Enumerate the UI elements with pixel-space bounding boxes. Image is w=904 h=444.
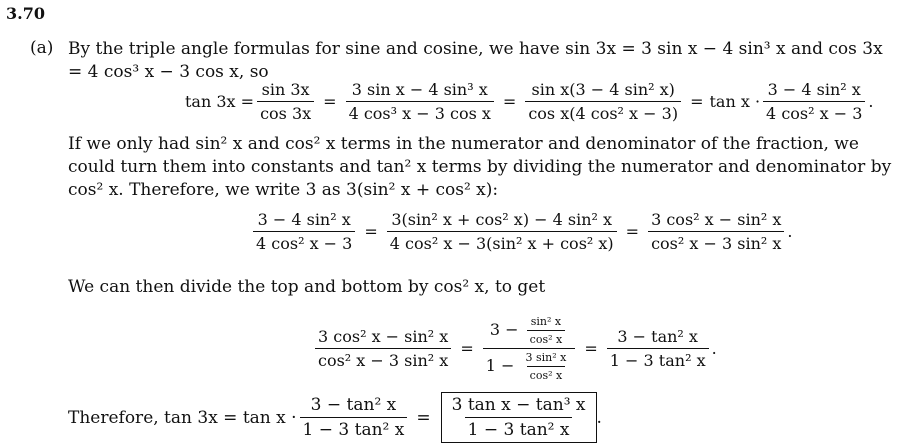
period: .	[596, 407, 602, 428]
eq2-fraction-3	[648, 210, 784, 253]
final-f1-numerator: 3 − tan² x	[310, 395, 397, 415]
eq3-fraction-2	[483, 315, 576, 382]
eq1-fraction-3	[525, 80, 681, 123]
eq3-f2-den-inner	[523, 351, 570, 382]
period: .	[787, 222, 793, 241]
part-label: (a)	[30, 38, 54, 58]
period: .	[868, 92, 874, 111]
eq1-lhs: tan 3x =	[185, 92, 255, 111]
equals-sign: =	[502, 92, 517, 111]
eq1-fraction-2	[346, 80, 494, 123]
eq2-fraction-1	[253, 210, 355, 253]
eq3-f2-num-inner-denominator: cos² x	[527, 330, 566, 346]
equation-tan3x	[185, 80, 874, 123]
eq3-f2-num-inner-numerator: sin² x	[530, 315, 562, 328]
eq3-f1-denominator: cos² x − 3 sin² x	[315, 348, 451, 370]
eq2-f3-numerator: 3 cos² x − sin² x	[651, 210, 782, 229]
eq3-f3-numerator: 3 − tan² x	[617, 327, 698, 346]
eq1-mid: tan x ·	[709, 92, 761, 111]
eq1-fraction-4	[763, 80, 865, 123]
paragraph-two: If we only had sin² x and cos² x terms in the numerator and denominator of the fraction, we could turn them into constants and tan² x terms by dividing the numerator and denominator by cos² x. Therefore, we write 3 as 3(sin² x + cos² x):	[68, 134, 892, 200]
eq3-f2-denominator	[483, 348, 576, 382]
eq3-f3-denominator: 1 − 3 tan² x	[607, 348, 709, 370]
eq3-fraction-1	[315, 327, 451, 370]
eq2-f3-denominator: cos² x − 3 sin² x	[648, 231, 784, 253]
eq1-f2-denominator: 4 cos³ x − 3 cos x	[346, 101, 494, 123]
eq3-f2-numerator	[487, 315, 571, 348]
eq1-f3-numerator: sin x(3 − 4 sin² x)	[531, 80, 675, 99]
boxed-answer	[441, 392, 597, 443]
boxed-fraction	[449, 395, 589, 440]
eq1-f1-denominator: cos 3x	[257, 101, 314, 123]
eq2-fraction-2	[387, 210, 617, 253]
eq1-f1-numerator: sin 3x	[261, 80, 310, 99]
eq3-f2-den-lead: 1 −	[485, 356, 515, 375]
eq1-f3-denominator: cos x(4 cos² x − 3)	[525, 101, 681, 123]
intro-paragraph: By the triple angle formulas for sine and cosine, we have sin 3x = 3 sin x − 4 sin³ x and cos 3x = 4 cos³ x − 3 cos x, so	[68, 39, 883, 82]
eq3-fraction-3	[607, 327, 709, 370]
eq1-f4-denominator: 4 cos² x − 3	[763, 101, 865, 123]
equals-sign: =	[323, 92, 337, 111]
equals-sign: =	[690, 92, 704, 111]
eq3-f1-numerator: 3 cos² x − sin² x	[318, 327, 449, 346]
eq3-f2-den-inner-numerator: 3 sin² x	[525, 351, 567, 364]
eq2-f2-denominator: 4 cos² x − 3(sin² x + cos² x)	[387, 231, 617, 253]
eq3-f2-num-inner	[527, 315, 566, 346]
problem-number: 3.70	[6, 4, 45, 23]
equals-sign: =	[625, 222, 640, 241]
eq3-f2-den-inner-denominator: cos² x	[527, 366, 566, 382]
boxed-numerator: 3 tan x − tan³ x	[451, 395, 586, 415]
equation-rewrite	[250, 210, 793, 253]
final-lead: Therefore, tan 3x = tan x ·	[68, 407, 297, 428]
eq2-f2-numerator: 3(sin² x + cos² x) − 4 sin² x	[391, 210, 613, 229]
paragraph-three: We can then divide the top and bottom by cos² x, to get	[68, 277, 546, 297]
final-f1-denominator: 1 − 3 tan² x	[300, 417, 408, 440]
eq2-f1-numerator: 3 − 4 sin² x	[257, 210, 351, 229]
final-fraction	[300, 395, 408, 440]
eq1-f2-numerator: 3 sin x − 4 sin³ x	[351, 80, 488, 99]
equals-sign: =	[584, 339, 598, 358]
equals-sign: =	[416, 407, 431, 428]
final-result	[68, 392, 602, 443]
boxed-denominator: 1 − 3 tan² x	[465, 417, 573, 440]
eq1-f4-numerator: 3 − 4 sin² x	[767, 80, 861, 99]
eq1-fraction-1	[257, 80, 314, 123]
eq3-f2-num-lead: 3 −	[489, 320, 519, 339]
equals-sign: =	[460, 339, 474, 358]
eq2-f1-denominator: 4 cos² x − 3	[253, 231, 355, 253]
period: .	[711, 339, 717, 358]
equation-divide	[312, 315, 717, 382]
equals-sign: =	[364, 222, 378, 241]
